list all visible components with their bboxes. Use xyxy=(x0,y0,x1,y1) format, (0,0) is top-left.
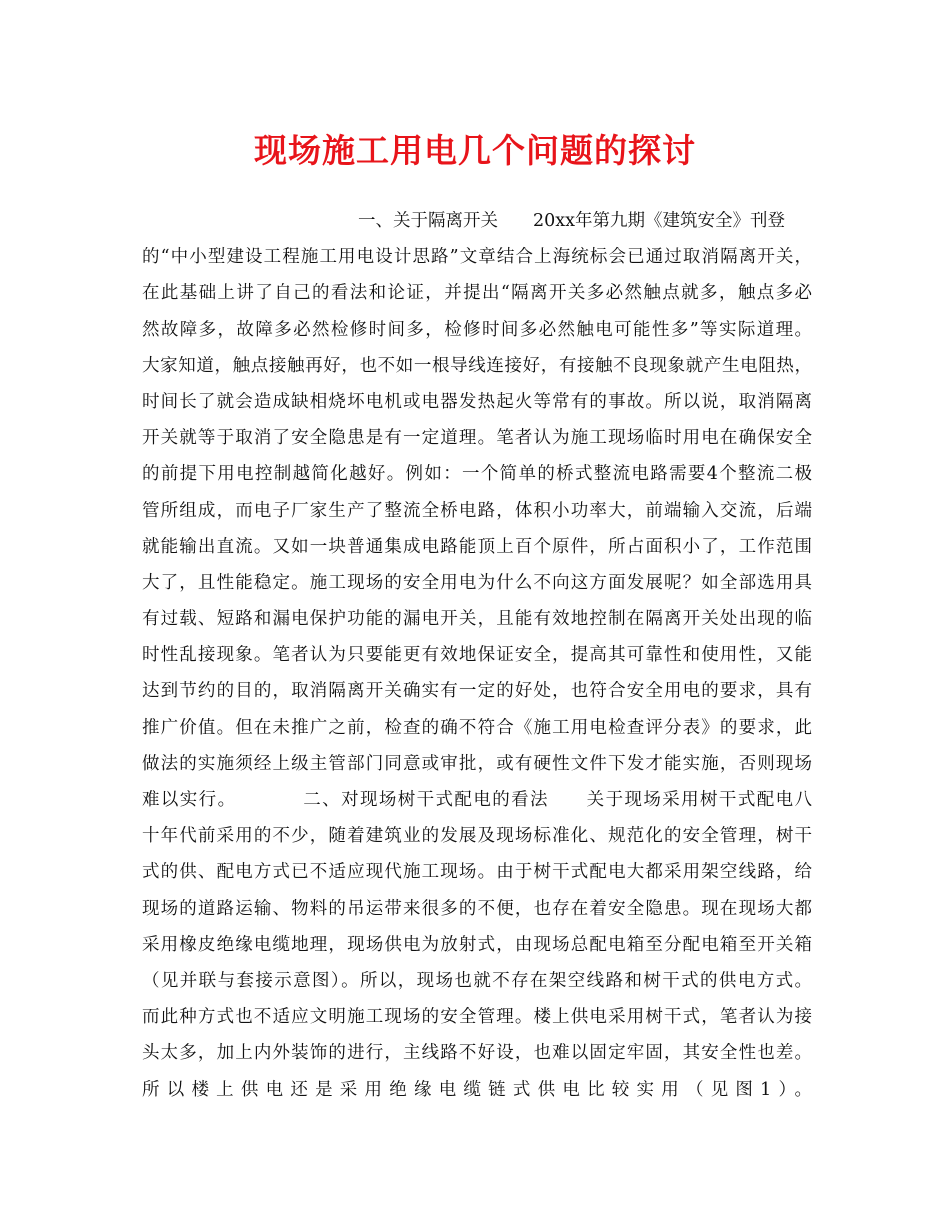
body-line: 十年代前采用的不少，随着建筑业的发展及现场标准化、规范化的安全管理，树干 xyxy=(142,826,812,847)
body-line: 推广价值。但在未推广之前，检查的确不符合《施工用电检查评分表》的要求，此 xyxy=(142,717,812,738)
body-line: 做法的实施须经上级主管部门同意或审批，或有硬性文件下发才能实施，否则现场 xyxy=(142,753,812,774)
document-title: 现场施工用电几个问题的探讨 xyxy=(254,131,696,170)
body-line: 一、关于隔离开关 20xx年第九期《建筑安全》刊登 xyxy=(358,211,786,231)
body-line: 现场的道路运输、物料的吊运带来很多的不便，也存在着安全隐患。现在现场大都 xyxy=(142,898,812,919)
document-body xyxy=(142,203,812,1108)
body-line: （见并联与套接示意图）。所以，现场也就不存在架空线路和树干式的供电方式。 xyxy=(142,970,812,991)
body-line: 开关就等于取消了安全隐患是有一定道理。笔者认为施工现场临时用电在确保安全 xyxy=(142,428,812,449)
body-line: 时间长了就会造成缺相烧坏电机或电器发热起火等常有的事故。所以说，取消隔离 xyxy=(142,391,812,412)
body-line: 头太多，加上内外装饰的进行，主线路不好设，也难以固定牢固，其安全性也差。 xyxy=(142,1043,812,1064)
body-line: 难以实行。 二、对现场树干式配电的看法 关于现场采用树干式配电八 xyxy=(142,790,812,810)
body-line: 然故障多，故障多必然检修时间多，检修时间多必然触电可能性多”等实际道理。 xyxy=(142,319,812,340)
body-line: 达到节约的目的，取消隔离开关确实有一定的好处，也符合安全用电的要求，具有 xyxy=(142,681,812,702)
body-line: 就能输出直流。又如一块普通集成电路能顶上百个原件，所占面积小了，工作范围 xyxy=(142,536,812,557)
body-line: 管所组成，而电子厂家生产了整流全桥电路，体积小功率大，前端输入交流，后端 xyxy=(142,500,812,521)
body-line: 的“中小型建设工程施工用电设计思路”文章结合上海统标会已通过取消隔离开关， xyxy=(142,247,812,268)
body-line: 有过载、短路和漏电保护功能的漏电开关，且能有效地控制在隔离开关处出现的临 xyxy=(142,609,812,630)
body-line: 采用橡皮绝缘电缆地理，现场供电为放射式，由现场总配电箱至分配电箱至开关箱 xyxy=(142,934,812,955)
body-line: 大了，且性能稳定。施工现场的安全用电为什么不向这方面发展呢？如全部选用具 xyxy=(142,572,812,593)
body-line: 的前提下用电控制越简化越好。例如：一个简单的桥式整流电路需要4个整流二极 xyxy=(142,464,812,485)
body-line: 所以楼上供电还是采用绝缘电缆链式供电比较实用（见图1）。 xyxy=(142,1079,812,1100)
body-line: 时性乱接现象。笔者认为只要能更有效地保证安全，提高其可靠性和使用性，又能 xyxy=(142,645,812,666)
body-line: 在此基础上讲了自己的看法和论证，并提出“隔离开关多必然触点就多，触点多必 xyxy=(142,283,812,304)
body-line: 式的供、配电方式已不适应现代施工现场。由于树干式配电大都采用架空线路，给 xyxy=(142,862,812,883)
body-line: 而此种方式也不适应文明施工现场的安全管理。楼上供电采用树干式，笔者认为接 xyxy=(142,1007,812,1028)
body-line: 大家知道，触点接触再好，也不如一根导线连接好，有接触不良现象就产生电阻热， xyxy=(142,355,812,376)
